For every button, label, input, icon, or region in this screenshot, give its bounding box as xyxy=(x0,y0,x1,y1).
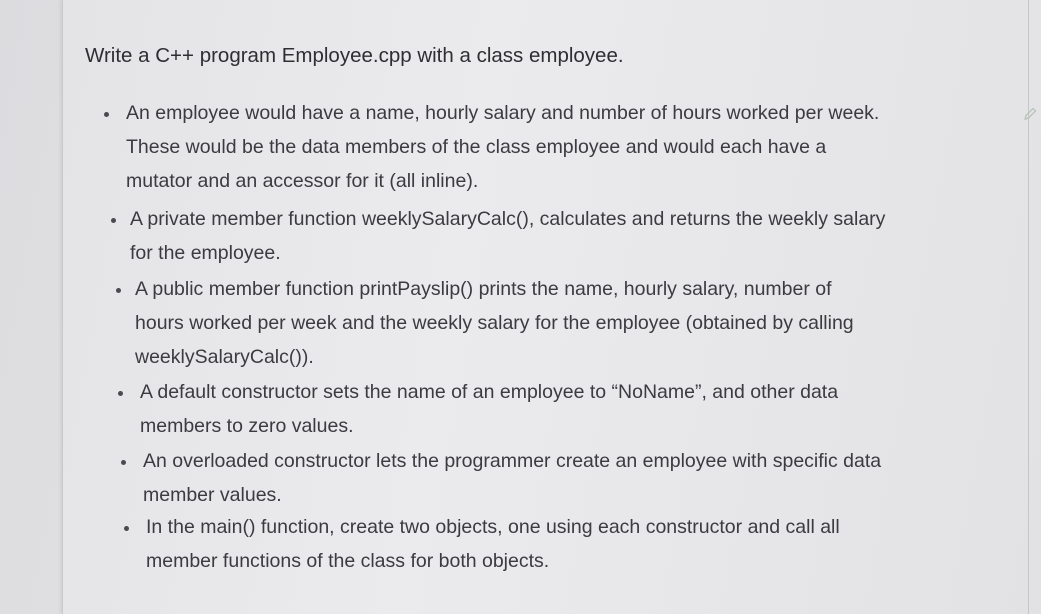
bullet-line: A private member function weeklySalaryCalc(), calculates and returns the weekly salary xyxy=(130,208,886,230)
bullet-dot xyxy=(116,288,121,293)
bullet-item xyxy=(130,202,885,270)
bullet-line: members to zero values. xyxy=(140,415,354,437)
bullet-line: An overloaded constructor lets the programmer create an employee with specific data xyxy=(143,450,882,472)
bullet-line: for the employee. xyxy=(130,242,281,264)
bullet-dot xyxy=(111,218,116,223)
bullet-dot xyxy=(104,112,109,117)
panel-divider xyxy=(1028,0,1029,614)
bullet-line: weeklySalaryCalc()). xyxy=(135,346,314,368)
bullet-dot xyxy=(118,391,123,396)
bullet-line: hours worked per week and the weekly salary for the employee (obtained by calling xyxy=(135,312,854,334)
bullet-item xyxy=(126,96,879,198)
bullet-dot xyxy=(124,526,129,531)
bullet-line: A public member function printPayslip() prints the name, hourly salary, number of xyxy=(135,278,832,300)
bullet-line: mutator and an accessor for it (all inline). xyxy=(126,170,479,192)
bullet-item xyxy=(143,444,881,512)
bullet-line: An employee would have a name, hourly salary and number of hours worked per week. xyxy=(126,102,880,124)
bullet-line: A default constructor sets the name of an employee to “NoName”, and other data xyxy=(140,381,839,403)
bullet-line: member values. xyxy=(143,484,282,506)
pencil-icon[interactable] xyxy=(1022,106,1038,122)
bullet-item xyxy=(135,272,854,374)
bullet-line: member functions of the class for both objects. xyxy=(146,550,550,572)
bullet-item xyxy=(140,375,838,443)
bullet-dot xyxy=(121,460,126,465)
bullet-line: In the main() function, create two objects, one using each constructor and call all xyxy=(146,516,840,538)
bullet-item xyxy=(146,510,840,578)
bullet-line: These would be the data members of the class employee and would each have a xyxy=(126,136,827,158)
question-heading: Write a C++ program Employee.cpp with a class employee. xyxy=(85,44,624,67)
